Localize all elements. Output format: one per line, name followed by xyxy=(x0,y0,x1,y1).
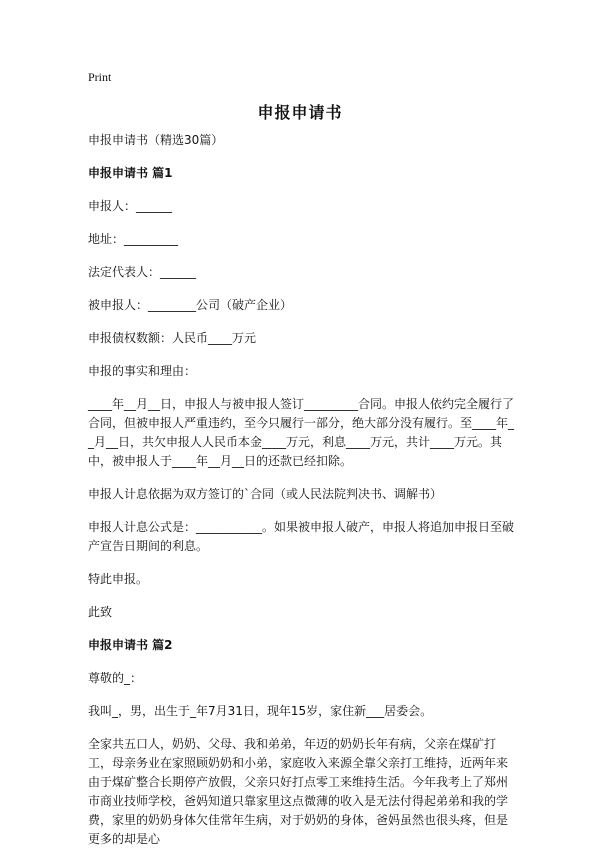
page-title: 申报申请书 xyxy=(257,103,343,122)
section-heading-2: 申报申请书 篇2 xyxy=(88,638,173,652)
interest-basis-paragraph: 申报人计息依据为双方签订的`合同（或人民法院判决书、调解书） xyxy=(88,487,443,501)
respondent-field: 被申报人：________公司（破产企业） xyxy=(88,298,293,312)
section-heading-1: 申报申请书 篇1 xyxy=(88,166,173,180)
legal-representative-field: 法定代表人：______ xyxy=(88,265,197,279)
document-body xyxy=(88,131,518,863)
greeting-paragraph: 尊敬的_： xyxy=(88,671,143,685)
closing-paragraph: 特此申报。 xyxy=(88,572,149,586)
subtitle-paragraph: 申报申请书（精选30篇） xyxy=(88,133,224,147)
salutation-closing: 此致 xyxy=(88,605,113,619)
facts-paragraph: ____年__月__日，申报人与被申报人签订_________合同。申报人依约完全履行了合同，但被申报人严重违约，至今只履行一部分，绝大部分没有履行。至____年__月__日，共欠申报人人民币本金____万元，利息____万元，共计____万元。其中，被申报人于____年__月__日的还款已经扣除。 xyxy=(88,397,515,468)
print-link[interactable]: Print xyxy=(88,70,112,84)
applicant-field: 申报人：______ xyxy=(88,199,173,213)
facts-heading: 申报的事实和理由： xyxy=(88,364,197,378)
address-field: 地址：_________ xyxy=(88,232,179,246)
interest-formula-paragraph: 申报人计息公式是：___________。如果被申报人破产，申报人将追加申报日至破产宣告日期间的利息。 xyxy=(88,520,515,553)
intro-paragraph: 我叫_，男，出生于_年7月31日，现年15岁，家住新___居委会。 xyxy=(88,704,433,718)
family-paragraph: 全家共五口人，奶奶、父母、我和弟弟，年迈的奶奶长年有病，父亲在煤矿打工，母亲务业在家照顾奶奶和小弟，家庭收入来源全靠父亲打工维持，近两年来由于煤矿整合长期停产放假，父亲只好打点零工来维持生活。今年我考上了郑州市商业技师学校，爸妈知道只靠家里这点微薄的收入是无法付得起弟弟和我的学费，家里的奶奶身体欠佳常年生病，对于奶奶的身体，爸妈虽然也很头疼，但是更多的却是心 xyxy=(88,737,509,846)
claim-amount-field: 申报债权数额：人民币____万元 xyxy=(88,331,257,345)
